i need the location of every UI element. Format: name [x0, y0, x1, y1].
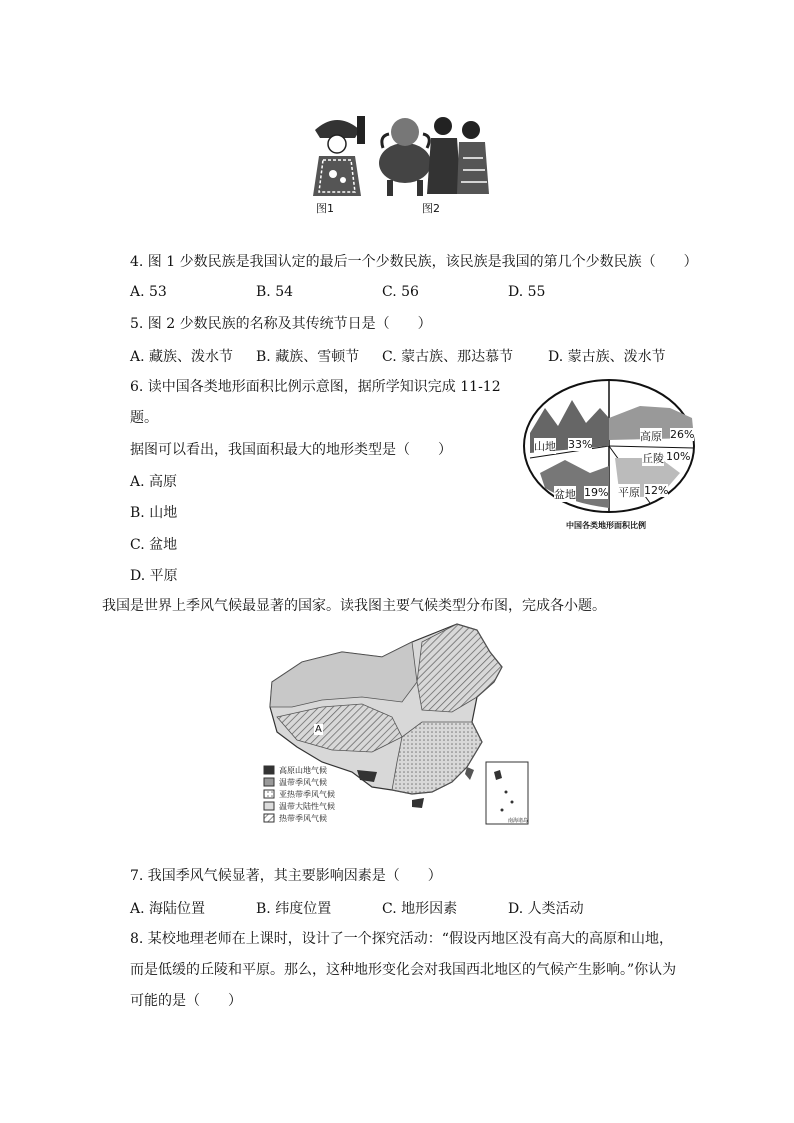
- terrain-pct-plateau: 26%: [670, 428, 695, 441]
- figure-1-caption: 图1: [316, 202, 334, 215]
- terrain-pct-plain: 12%: [644, 484, 669, 497]
- q7-option-b: B. 纬度位置: [256, 901, 332, 917]
- terrain-label-plain: 平原: [618, 486, 640, 499]
- terrain-pct-basin: 19%: [584, 486, 609, 499]
- q7-option-d: D. 人类活动: [508, 901, 584, 917]
- q6-option-d: D. 平原: [130, 568, 178, 584]
- q6-option-c: C. 盆地: [130, 537, 178, 553]
- legend-item-5: 热带季风气候: [279, 814, 327, 823]
- terrain-label-hill: 丘陵: [642, 452, 664, 465]
- q4-option-c: C. 56: [382, 284, 419, 300]
- figure-2-image: [375, 108, 493, 198]
- legend-item-1: 高原山地气候: [279, 766, 327, 775]
- figure-1-image: [305, 108, 370, 198]
- question-6-stem-line2: 题。: [130, 410, 158, 426]
- question-8-line1: 8. 某校地理老师在上课时，设计了一个探究活动：“假设丙地区没有高大的高原和山地，: [130, 931, 673, 947]
- question-5-stem: 5. 图 2 少数民族的名称及其传统节日是（ ）: [130, 316, 432, 332]
- question-8-line3: 可能的是（ ）: [130, 993, 242, 1009]
- q7-option-c: C. 地形因素: [382, 901, 458, 917]
- map-label-a: A: [315, 724, 322, 735]
- question-7-stem: 7. 我国季风气候显著，其主要影响因素是（ ）: [130, 868, 442, 884]
- question-6-stem-line1: 6. 读中国各类地形面积比例示意图，据所学知识完成 11-12: [130, 379, 501, 395]
- terrain-label-plateau: 高原: [640, 430, 662, 443]
- q5-option-c: C. 蒙古族、那达慕节: [382, 349, 514, 365]
- terrain-pct-mountain: 33%: [568, 438, 593, 451]
- q6-option-b: B. 山地: [130, 505, 178, 521]
- terrain-label-basin: 盆地: [554, 488, 576, 501]
- q5-option-a: A. 藏族、泼水节: [130, 349, 234, 365]
- legend-item-3: 亚热带季风气候: [279, 790, 335, 799]
- q4-option-d: D. 55: [508, 284, 546, 300]
- figure-2-caption: 图2: [422, 202, 440, 215]
- question-6-question: 据图可以看出，我国面积最大的地形类型是（ ）: [130, 442, 452, 458]
- terrain-pct-hill: 10%: [666, 450, 691, 463]
- q4-option-b: B. 54: [256, 284, 294, 300]
- q7-option-a: A. 海陆位置: [130, 901, 206, 917]
- legend-item-2: 温带季风气候: [279, 778, 327, 787]
- q5-option-d: D. 蒙古族、泼水节: [548, 349, 666, 365]
- climate-intro: 我国是世界上季风气候最显著的国家。读我图主要气候类型分布图，完成各小题。: [102, 598, 606, 614]
- terrain-figure-caption: 中国各类地形面积比例: [566, 521, 646, 530]
- question-4-stem: 4. 图 1 少数民族是我国认定的最后一个少数民族，该民族是我国的第几个少数民族（ ）: [130, 254, 698, 270]
- inset-label: 南海诸岛: [508, 818, 529, 824]
- q5-option-b: B. 藏族、雪顿节: [256, 349, 360, 365]
- china-climate-map: [262, 622, 532, 832]
- q4-option-a: A. 53: [130, 284, 167, 300]
- terrain-proportion-figure: [520, 378, 698, 518]
- q6-option-a: A. 高原: [130, 474, 178, 490]
- terrain-label-mountain: 山地: [534, 440, 556, 453]
- legend-item-4: 温带大陆性气候: [279, 802, 335, 811]
- question-8-line2: 而是低缓的丘陵和平原。那么，这种地形变化会对我国西北地区的气候产生影响。”你认为: [130, 962, 677, 978]
